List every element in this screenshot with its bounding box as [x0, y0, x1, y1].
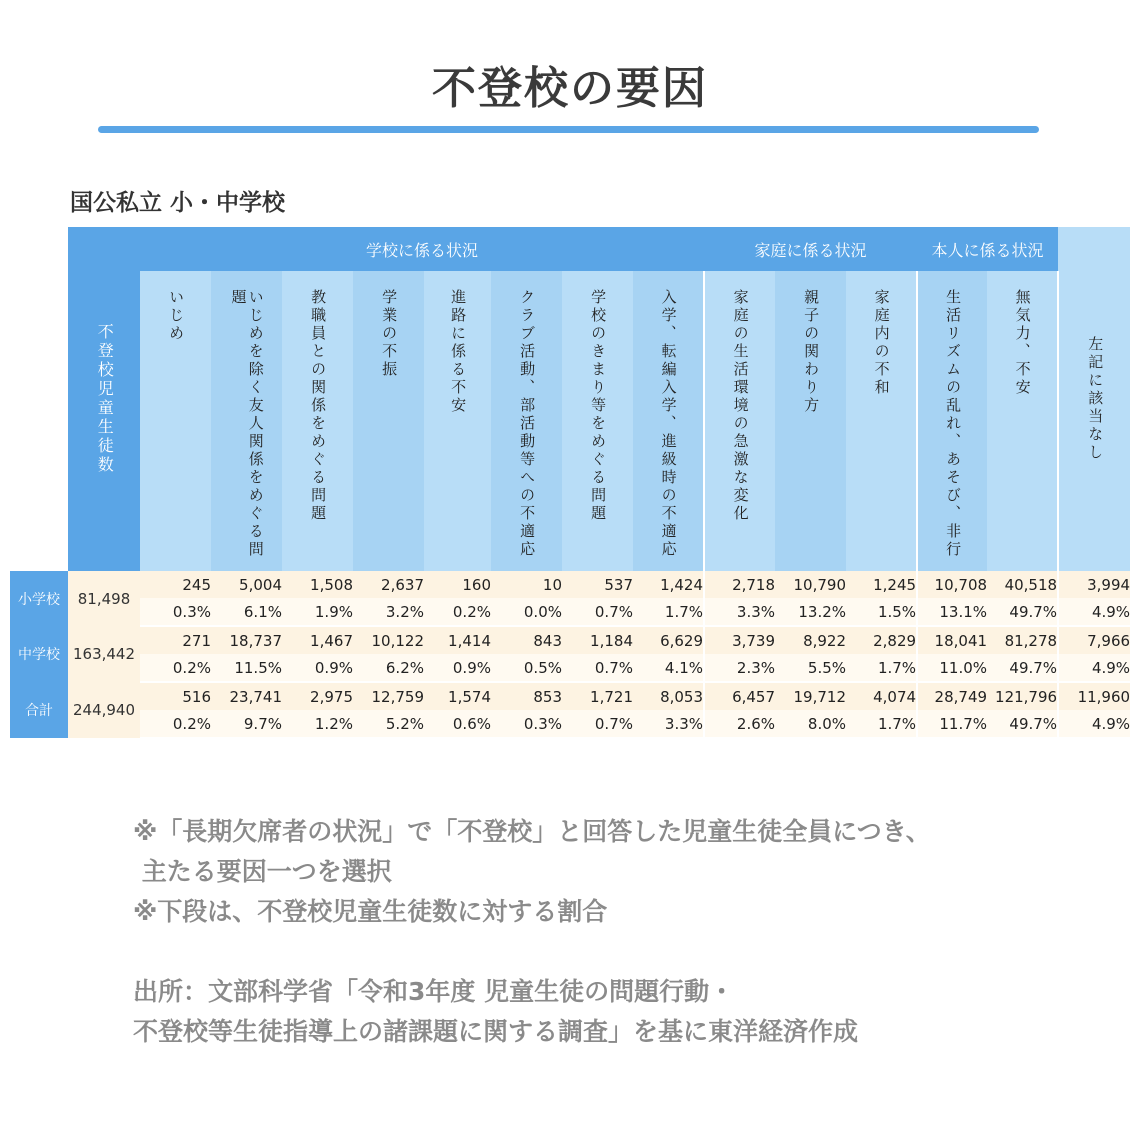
header-item-label: クラブ活動、部活動等への不適応	[518, 289, 537, 559]
percent-cell: 9.7%	[211, 710, 282, 738]
header-item-apathy	[987, 271, 1058, 571]
percent-cell: 4.9%	[1058, 598, 1130, 626]
percent-cell: 0.2%	[140, 710, 211, 738]
header-item-label: いじめ	[167, 289, 186, 343]
footnote-line: ※「長期欠席者の状況」で「不登校」と回答した児童生徒全員につき、	[133, 817, 931, 846]
count-cell: 537	[562, 571, 633, 598]
count-cell: 1,721	[562, 682, 633, 710]
cause-table	[10, 227, 1130, 739]
table-body	[10, 571, 1130, 738]
count-cell: 8,922	[775, 626, 846, 654]
percent-cell: 49.7%	[987, 598, 1058, 626]
header-total	[68, 227, 140, 571]
header-item-label: 家庭の生活環境の急激な変化	[731, 289, 750, 523]
title-underline	[98, 126, 1039, 133]
percent-cell: 5.5%	[775, 654, 846, 682]
percent-cell: 49.7%	[987, 710, 1058, 738]
count-cell: 3,994	[1058, 571, 1130, 598]
percent-cell: 1.2%	[282, 710, 353, 738]
header-item-label: 入学、転編入学、進級時の不適応	[659, 289, 678, 559]
count-cell: 6,457	[704, 682, 775, 710]
count-cell: 4,074	[846, 682, 917, 710]
footnote-line	[133, 932, 931, 972]
footnotes	[133, 812, 931, 1052]
count-cell: 11,960	[1058, 682, 1130, 710]
count-cell: 1,414	[424, 626, 491, 654]
row-total: 244,940	[68, 682, 140, 738]
source-line: 不登校等生徒指導上の諸課題に関する調査」を基に東洋経済作成	[133, 1017, 859, 1046]
header-group-school: 学校に係る状況	[140, 227, 704, 271]
source-line: 出所：文部科学省「令和3年度 児童生徒の問題行動・	[133, 977, 735, 1006]
percent-cell: 2.6%	[704, 710, 775, 738]
count-cell: 10,790	[775, 571, 846, 598]
count-cell: 28,749	[917, 682, 987, 710]
percent-cell: 4.9%	[1058, 710, 1130, 738]
count-cell: 19,712	[775, 682, 846, 710]
header-item-transition	[633, 271, 704, 571]
header-item-label: 学業の不振	[380, 289, 399, 379]
count-cell: 7,966	[1058, 626, 1130, 654]
table-row-percent	[10, 598, 1130, 626]
percent-cell: 4.9%	[1058, 654, 1130, 682]
footnote-line: 主たる要因一つを選択	[133, 857, 392, 886]
percent-cell: 1.5%	[846, 598, 917, 626]
header-item-career	[424, 271, 491, 571]
percent-cell: 0.3%	[491, 710, 562, 738]
header-item-parenting	[775, 271, 846, 571]
count-cell: 18,737	[211, 626, 282, 654]
percent-cell: 1.9%	[282, 598, 353, 626]
footnote-line: ※下段は、不登校児童生徒数に対する割合	[133, 897, 608, 926]
count-cell: 2,637	[353, 571, 424, 598]
header-item-label: いじめを除く友人関係をめぐる問題	[229, 289, 265, 559]
header-item-label: 教職員との関係をめぐる問題	[309, 289, 328, 523]
count-cell: 6,629	[633, 626, 704, 654]
table-corner	[10, 227, 68, 571]
count-cell: 12,759	[353, 682, 424, 710]
count-cell: 1,508	[282, 571, 353, 598]
percent-cell: 3.3%	[633, 710, 704, 738]
percent-cell: 13.2%	[775, 598, 846, 626]
percent-cell: 4.1%	[633, 654, 704, 682]
header-item-rules	[562, 271, 633, 571]
count-cell: 1,245	[846, 571, 917, 598]
percent-cell: 3.2%	[353, 598, 424, 626]
percent-cell: 1.7%	[846, 654, 917, 682]
percent-cell: 0.0%	[491, 598, 562, 626]
percent-cell: 11.5%	[211, 654, 282, 682]
row-label: 小学校	[10, 571, 68, 626]
header-item-teachers	[282, 271, 353, 571]
row-label: 中学校	[10, 626, 68, 682]
header-item-academics	[353, 271, 424, 571]
percent-cell: 5.2%	[353, 710, 424, 738]
percent-cell: 0.2%	[140, 654, 211, 682]
header-item-label: 左記に該当なし	[1086, 336, 1105, 462]
count-cell: 3,739	[704, 626, 775, 654]
header-item-none	[1058, 227, 1130, 571]
percent-cell: 0.9%	[282, 654, 353, 682]
header-item-bullying	[140, 271, 211, 571]
percent-cell: 0.3%	[140, 598, 211, 626]
count-cell: 18,041	[917, 626, 987, 654]
count-cell: 1,467	[282, 626, 353, 654]
count-cell: 843	[491, 626, 562, 654]
row-total: 163,442	[68, 626, 140, 682]
count-cell: 271	[140, 626, 211, 654]
header-item-label: 無気力、不安	[1013, 289, 1032, 397]
table-row	[10, 571, 1130, 598]
count-cell: 2,975	[282, 682, 353, 710]
table-subtitle: 国公私立 小・中学校	[70, 190, 286, 216]
count-cell: 1,184	[562, 626, 633, 654]
header-item-label: 親子の関わり方	[802, 289, 821, 415]
count-cell: 2,718	[704, 571, 775, 598]
count-cell: 160	[424, 571, 491, 598]
percent-cell: 0.5%	[491, 654, 562, 682]
percent-cell: 8.0%	[775, 710, 846, 738]
percent-cell: 3.3%	[704, 598, 775, 626]
header-item-label: 進路に係る不安	[449, 289, 468, 415]
count-cell: 10	[491, 571, 562, 598]
percent-cell: 0.9%	[424, 654, 491, 682]
count-cell: 1,574	[424, 682, 491, 710]
header-item-label: 学校のきまり等をめぐる問題	[589, 289, 608, 523]
page-title: 不登校の要因	[432, 63, 708, 114]
count-cell: 40,518	[987, 571, 1058, 598]
header-item-home-change	[704, 271, 775, 571]
header-item-clubs	[491, 271, 562, 571]
header-group-home: 家庭に係る状況	[704, 227, 917, 271]
percent-cell: 2.3%	[704, 654, 775, 682]
count-cell: 10,122	[353, 626, 424, 654]
header-total-label: 不登校児童生徒数	[95, 323, 115, 475]
table-row	[10, 682, 1130, 710]
count-cell: 516	[140, 682, 211, 710]
count-cell: 2,829	[846, 626, 917, 654]
percent-cell: 0.7%	[562, 598, 633, 626]
percent-cell: 0.7%	[562, 710, 633, 738]
count-cell: 5,004	[211, 571, 282, 598]
header-group-self: 本人に係る状況	[917, 227, 1058, 271]
table-row	[10, 626, 1130, 654]
percent-cell: 0.6%	[424, 710, 491, 738]
count-cell: 245	[140, 571, 211, 598]
table-row-percent	[10, 654, 1130, 682]
percent-cell: 1.7%	[846, 710, 917, 738]
percent-cell: 1.7%	[633, 598, 704, 626]
count-cell: 81,278	[987, 626, 1058, 654]
percent-cell: 0.2%	[424, 598, 491, 626]
count-cell: 10,708	[917, 571, 987, 598]
percent-cell: 11.0%	[917, 654, 987, 682]
count-cell: 121,796	[987, 682, 1058, 710]
count-cell: 1,424	[633, 571, 704, 598]
percent-cell: 49.7%	[987, 654, 1058, 682]
header-item-label: 生活リズムの乱れ、あそび、非行	[944, 289, 963, 559]
count-cell: 23,741	[211, 682, 282, 710]
table-row-percent	[10, 710, 1130, 738]
row-total: 81,498	[68, 571, 140, 626]
percent-cell: 11.7%	[917, 710, 987, 738]
header-item-lifestyle	[917, 271, 987, 571]
percent-cell: 13.1%	[917, 598, 987, 626]
count-cell: 8,053	[633, 682, 704, 710]
percent-cell: 6.2%	[353, 654, 424, 682]
header-item-friends	[211, 271, 282, 571]
header-item-label: 家庭内の不和	[872, 289, 891, 397]
header-item-family-discord	[846, 271, 917, 571]
count-cell: 853	[491, 682, 562, 710]
percent-cell: 6.1%	[211, 598, 282, 626]
percent-cell: 0.7%	[562, 654, 633, 682]
row-label: 合計	[10, 682, 68, 738]
